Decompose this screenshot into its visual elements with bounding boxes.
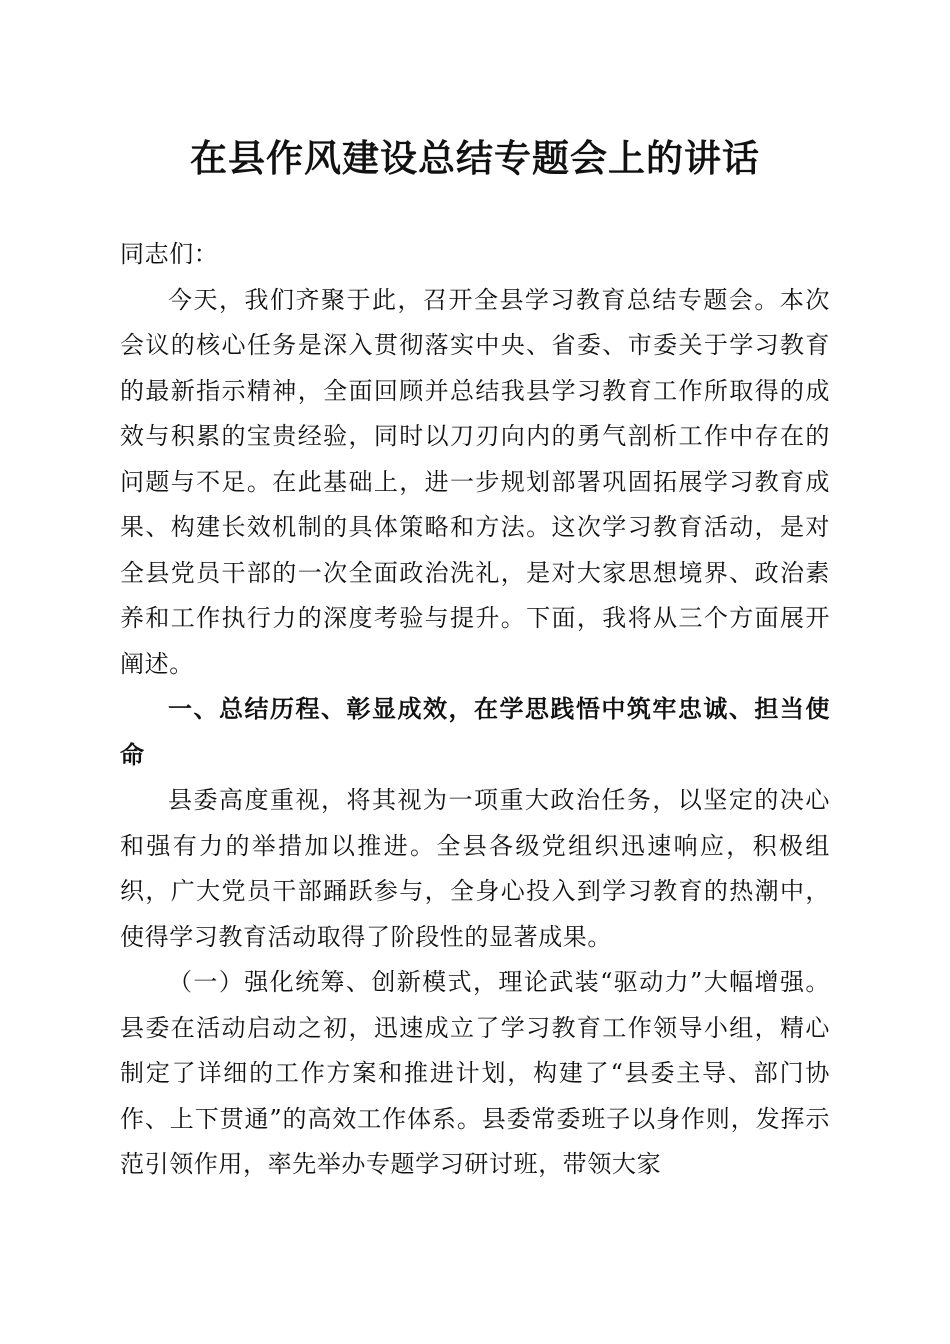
document-title: 在县作风建设总结专题会上的讲话 bbox=[190, 136, 760, 180]
subsection-body: 县委在活动启动之初，迅速成立了学习教育工作领导小组，精心制定了详细的工作方案和推进计划，构建了“县委主导、部门协作、上下贯通”的高效工作体系。县委常委班子以身作则，发挥示范引领作用，率先举办专题学习研讨班，带领大家 bbox=[120, 1013, 830, 1178]
document-body bbox=[120, 232, 830, 1188]
section-one-paragraph: 县委高度重视，将其视为一项重大政治任务，以坚定的决心和强有力的举措加以推进。全县各级党组织迅速响应，积极组织，广大党员干部踊跃参与，全身心投入到学习教育的热潮中，使得学习教育活动取得了阶段性的显著成果。 bbox=[120, 786, 830, 951]
subsection-heading: （一）强化统筹、创新模式，理论武装“驱动力”大幅增强。 bbox=[168, 968, 830, 996]
section-heading-one: 一、总结历程、彰显成效，在学思践悟中筑牢忠诚、担当使命 bbox=[120, 695, 830, 769]
salutation: 同志们： bbox=[120, 240, 219, 268]
intro-paragraph: 今天，我们齐聚于此，召开全县学习教育总结专题会。本次会议的核心任务是深入贯彻落实中央、省委、市委关于学习教育的最新指示精神，全面回顾并总结我县学习教育工作所取得的成效与积累的宝贵经验，同时以刀刃向内的勇气剖析工作中存在的问题与不足。在此基础上，进一步规划部署巩固拓展学习教育成果、构建长效机制的具体策略和方法。这次学习教育活动，是对全县党员干部的一次全面政治洗礼，是对大家思想境界、政治素养和工作执行力的深度考验与提升。下面，我将从三个方面展开阐述。 bbox=[120, 285, 830, 678]
subsection-paragraph bbox=[120, 960, 830, 1188]
